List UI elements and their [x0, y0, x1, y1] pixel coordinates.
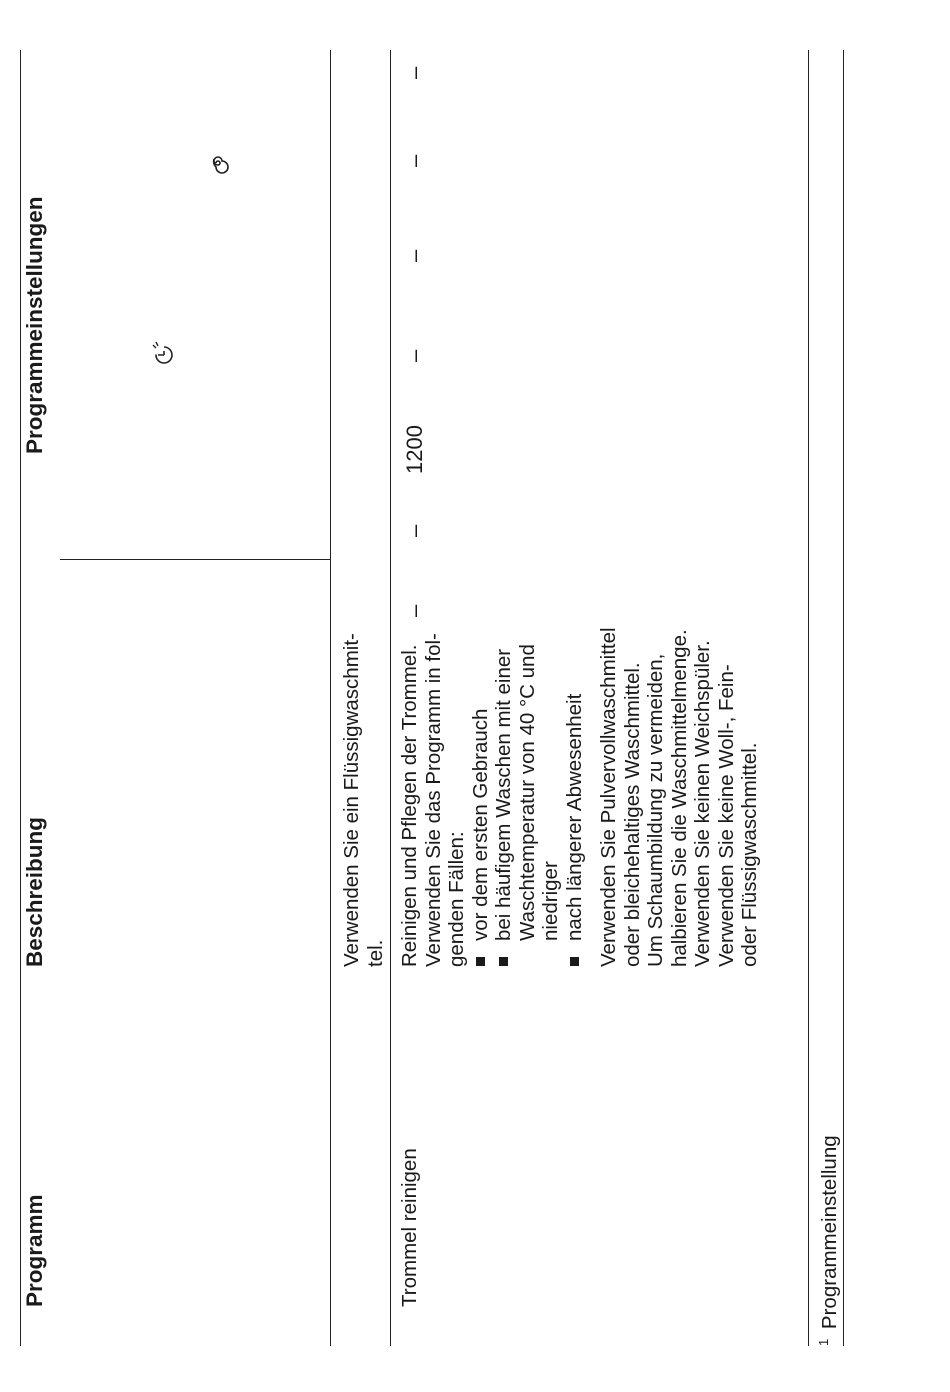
header-programm: Programm: [22, 1194, 47, 1307]
setting-value: –: [402, 604, 427, 617]
setting-value: –: [402, 154, 427, 167]
table-bottom-rule: [808, 50, 809, 1346]
bullet-item: vor dem ersten Gebrauch: [469, 627, 493, 967]
bullet-item: bei häufigem Waschen mit einer Waschtemperatur von 40 °C und niedriger: [492, 627, 563, 967]
header-beschreibung: Beschreibung: [22, 816, 47, 967]
header-programmeinstellungen: Programmeinstellungen: [22, 196, 47, 454]
footnote-rule: [843, 50, 844, 1346]
spin-icon: [205, 150, 231, 176]
row2-program-name: Trommel reinigen: [398, 1148, 421, 1307]
bullet-item: nach längerer Abwesenheit: [563, 627, 587, 967]
setting-value-spin-speed: 1200: [402, 425, 427, 474]
row2-description: Reinigen und Pflegen der Trommel. Verwenden Sie das Programm in fol- genden Fällen: vor dem ersten Gebrauch bei häufigem Waschen mit einer Waschtemperatur von 40 °C und niedriger nach längerer Abwesenheit Verwenden Sie Pulvervollwaschmittel oder bleichehaltiges Waschmittel. Um Schaumbildung zu vermeiden, halbieren Sie die Waschmittelmenge. Verwenden Sie keinen Weichspüler. Verwenden Sie keine Woll-, Fein- oder Flüssigwaschmittel.: [398, 627, 761, 967]
timer-icon: [150, 340, 176, 366]
footnote: $^1$ Programmeinstellung: [816, 1135, 841, 1346]
setting-value: –: [402, 349, 427, 362]
row-separator-rule: [390, 50, 391, 1346]
setting-value: –: [402, 524, 427, 537]
settings-header-divider: [60, 559, 330, 560]
header-bottom-rule: [330, 50, 331, 1346]
setting-value: –: [402, 66, 427, 79]
table-top-rule: [20, 50, 21, 1346]
row1-description: Verwenden Sie ein Flüssigwaschmit- tel.: [340, 633, 387, 967]
setting-value: –: [402, 249, 427, 262]
